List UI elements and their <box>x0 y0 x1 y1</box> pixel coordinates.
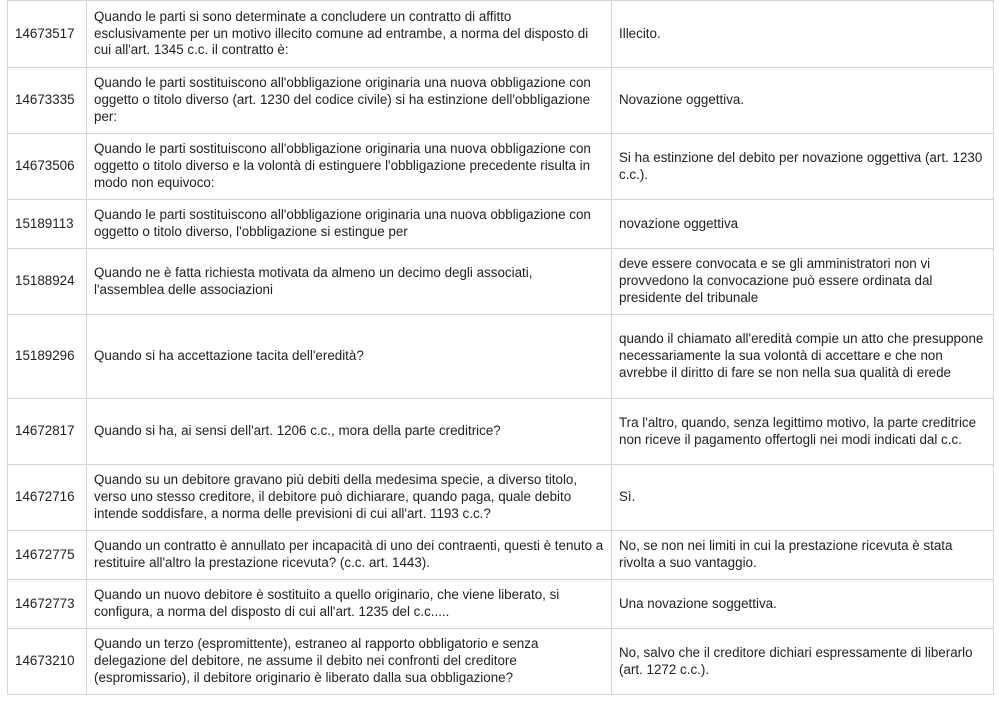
answer-text: Si ha estinzione del debito per novazione oggettiva (art. 1230 c.c.). <box>612 134 994 200</box>
question-id: 14672773 <box>8 580 87 629</box>
question-id: 14673506 <box>8 134 87 200</box>
question-text: Quando si ha accettazione tacita dell'eredità? <box>87 315 612 399</box>
answer-text: Sì. <box>612 465 994 531</box>
table-row <box>8 465 994 531</box>
answer-text: deve essere convocata e se gli amministratori non vi provvedono la convocazione può essere ordinata dal presidente del tribunale <box>612 249 994 315</box>
question-text: Quando su un debitore gravano più debiti della medesima specie, a diverso titolo, verso uno stesso creditore, il debitore può dichiarare, quando paga, quale debito intende soddisfare, a norma delle previsioni di cui all'art. 1193 c.c.? <box>87 465 612 531</box>
question-id: 15189113 <box>8 200 87 249</box>
table-row <box>8 1 994 68</box>
question-id: 14672775 <box>8 531 87 580</box>
answer-text: Novazione oggettiva. <box>612 68 994 134</box>
question-id: 14673335 <box>8 68 87 134</box>
table-row <box>8 134 994 200</box>
question-text: Quando le parti sostituiscono all'obbligazione originaria una nuova obbligazione con oggetto o titolo diverso e la volontà di estinguere l'obbligazione precedente risulta in modo non equivoco: <box>87 134 612 200</box>
question-answer-table <box>7 0 994 695</box>
question-text: Quando ne è fatta richiesta motivata da almeno un decimo degli associati, l'assemblea delle associazioni <box>87 249 612 315</box>
table-row <box>8 315 994 399</box>
question-text: Quando un terzo (espromittente), estraneo al rapporto obbligatorio e senza delegazione del debitore, ne assume il debito nei confronti del creditore (espromissario), il debitore originario è liberato dalla sua obbligazione? <box>87 629 612 695</box>
question-text: Quando si ha, ai sensi dell'art. 1206 c.c., mora della parte creditrice? <box>87 399 612 465</box>
question-id: 14673210 <box>8 629 87 695</box>
table-row <box>8 68 994 134</box>
table-row <box>8 399 994 465</box>
table-row <box>8 200 994 249</box>
question-text: Quando un contratto è annullato per incapacità di uno dei contraenti, questi è tenuto a restituire all'altro la prestazione ricevuta? (c.c. art. 1443). <box>87 531 612 580</box>
answer-text: quando il chiamato all'eredità compie un atto che presuppone necessariamente la sua volontà di accettare e che non avrebbe il diritto di fare se non nella sua qualità di erede <box>612 315 994 399</box>
question-id: 15188924 <box>8 249 87 315</box>
question-text: Quando le parti sostituiscono all'obbligazione originaria una nuova obbligazione con oggetto o titolo diverso (art. 1230 del codice civile) si ha estinzione dell'obbligazione per: <box>87 68 612 134</box>
answer-text: No, salvo che il creditore dichiari espressamente di liberarlo (art. 1272 c.c.). <box>612 629 994 695</box>
answer-text: No, se non nei limiti in cui la prestazione ricevuta è stata rivolta a suo vantaggio. <box>612 531 994 580</box>
question-id: 14672716 <box>8 465 87 531</box>
question-id: 14673517 <box>8 1 87 68</box>
table-row <box>8 249 994 315</box>
question-text: Quando le parti sostituiscono all'obbligazione originaria una nuova obbligazione con oggetto o titolo diverso, l'obbligazione si estingue per <box>87 200 612 249</box>
question-id: 15189296 <box>8 315 87 399</box>
answer-text: Una novazione soggettiva. <box>612 580 994 629</box>
answer-text: Illecito. <box>612 1 994 68</box>
table-row <box>8 629 994 695</box>
answer-text: Tra l'altro, quando, senza legittimo motivo, la parte creditrice non riceve il pagamento offertogli nei modi indicati dal c.c. <box>612 399 994 465</box>
question-id: 14672817 <box>8 399 87 465</box>
answer-text: novazione oggettiva <box>612 200 994 249</box>
question-text: Quando le parti si sono determinate a concludere un contratto di affitto esclusivamente per un motivo illecito comune ad entrambe, a norma del disposto di cui all'art. 1345 c.c. il contratto è: <box>87 1 612 68</box>
table-row <box>8 580 994 629</box>
question-text: Quando un nuovo debitore è sostituito a quello originario, che viene liberato, si configura, a norma del disposto di cui all'art. 1235 del c.c..... <box>87 580 612 629</box>
table-row <box>8 531 994 580</box>
